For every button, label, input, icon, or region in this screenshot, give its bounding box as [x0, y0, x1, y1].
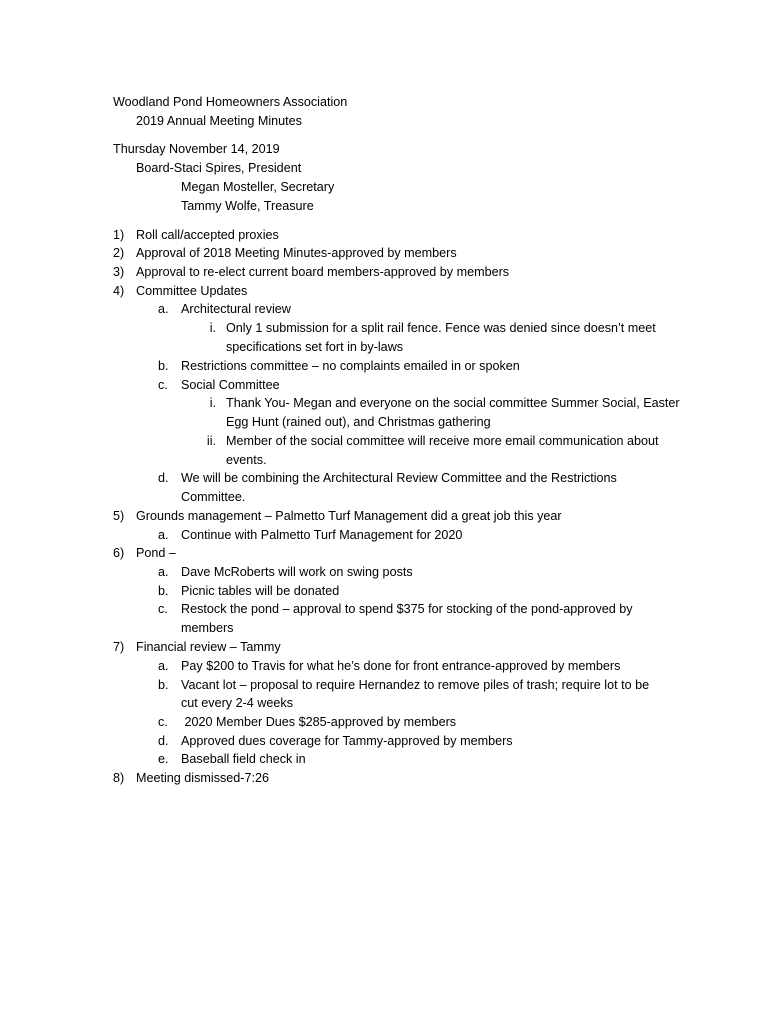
sub-item-label: c. [158, 715, 168, 729]
sub-item: Architectural review [181, 302, 291, 316]
sub-item: cut every 2-4 weeks [181, 696, 293, 710]
sub-sub-item-label: i. [209, 321, 216, 335]
sub-sub-item: events. [226, 453, 267, 467]
sub-sub-item-label: ii. [206, 434, 216, 448]
item-number: 7) [113, 640, 125, 654]
sub-item-label: c. [158, 378, 168, 392]
item-number: 4) [113, 284, 125, 298]
agenda-item: Financial review – Tammy [136, 640, 281, 654]
sub-item-label: a. [158, 302, 169, 316]
document-title: 2019 Annual Meeting Minutes [136, 114, 302, 128]
agenda-item: Committee Updates [136, 284, 248, 298]
agenda-item: Pond – [136, 546, 176, 560]
sub-item: Restrictions committee – no complaints emailed in or spoken [181, 359, 520, 373]
sub-sub-item: specifications set fort in by-laws [226, 340, 404, 354]
sub-item-label: a. [158, 659, 169, 673]
sub-item-label: d. [158, 734, 169, 748]
sub-sub-item: Member of the social committee will receive more email communication about [226, 434, 659, 448]
sub-item: Vacant lot – proposal to require Hernandez to remove piles of trash; require lot to be [181, 678, 650, 692]
sub-item-label: a. [158, 565, 169, 579]
sub-item-label: b. [158, 584, 169, 598]
sub-item: 2020 Member Dues $285-approved by members [181, 715, 457, 729]
item-number: 3) [113, 265, 125, 279]
item-number: 5) [113, 509, 125, 523]
sub-item: Restock the pond – approval to spend $375 for stocking of the pond-approved by [181, 602, 633, 616]
sub-sub-item: Egg Hunt (rained out), and Christmas gathering [226, 415, 491, 429]
item-number: 8) [113, 771, 125, 785]
sub-sub-item: Thank You- Megan and everyone on the social committee Summer Social, Easter [226, 396, 680, 410]
sub-item: Dave McRoberts will work on swing posts [181, 565, 413, 579]
sub-item: Baseball field check in [181, 752, 306, 766]
agenda-item: Roll call/accepted proxies [136, 228, 279, 242]
sub-sub-item: Only 1 submission for a split rail fence. Fence was denied since doesn’t meet [226, 321, 656, 335]
sub-item-label: c. [158, 602, 168, 616]
board-member: Tammy Wolfe, Treasure [181, 199, 314, 213]
sub-item-label: a. [158, 528, 169, 542]
board-member: Board-Staci Spires, President [136, 161, 302, 175]
sub-item-label: e. [158, 752, 169, 766]
item-number: 2) [113, 246, 125, 260]
sub-sub-item-label: i. [209, 396, 216, 410]
sub-item: Continue with Palmetto Turf Management for 2020 [181, 528, 463, 542]
board-member: Megan Mosteller, Secretary [181, 180, 335, 194]
sub-item: We will be combining the Architectural Review Committee and the Restrictions [181, 471, 617, 485]
sub-item-label: b. [158, 678, 169, 692]
sub-item: Social Committee [181, 378, 280, 392]
org-name: Woodland Pond Homeowners Association [113, 95, 348, 109]
sub-item: Committee. [181, 490, 246, 504]
sub-item: members [181, 621, 234, 635]
sub-item: Approved dues coverage for Tammy-approved by members [181, 734, 513, 748]
item-number: 1) [113, 228, 125, 242]
agenda-item: Meeting dismissed-7:26 [136, 771, 269, 785]
agenda-item: Grounds management – Palmetto Turf Management did a great job this year [136, 509, 562, 523]
agenda-item: Approval of 2018 Meeting Minutes-approved by members [136, 246, 457, 260]
sub-item: Picnic tables will be donated [181, 584, 340, 598]
item-number: 6) [113, 546, 125, 560]
meeting-date: Thursday November 14, 2019 [113, 142, 280, 156]
sub-item-label: d. [158, 471, 169, 485]
sub-item-label: b. [158, 359, 169, 373]
sub-item: Pay $200 to Travis for what he’s done for front entrance-approved by members [181, 659, 621, 673]
agenda-item: Approval to re-elect current board members-approved by members [136, 265, 510, 279]
